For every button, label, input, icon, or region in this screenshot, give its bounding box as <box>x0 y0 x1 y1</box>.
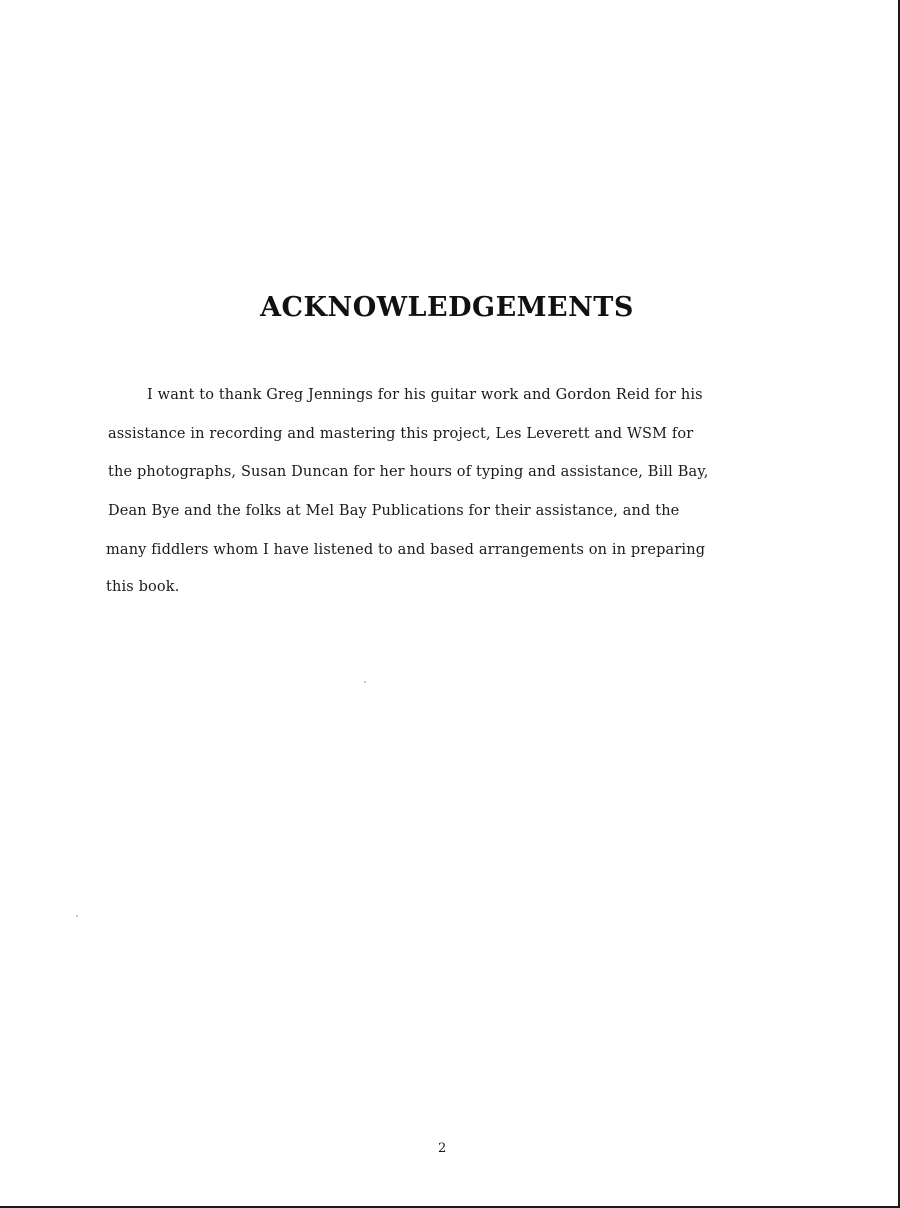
scan-speck <box>76 915 78 917</box>
paragraph-line: this book. <box>106 579 180 595</box>
scan-speck <box>364 681 366 683</box>
page-number: 2 <box>438 1141 447 1156</box>
paragraph-line: assistance in recording and mastering this project, Les Leverett and WSM for <box>108 426 694 442</box>
paragraph-line: Dean Bye and the folks at Mel Bay Publications for their assistance, and the <box>108 503 680 519</box>
page-title: ACKNOWLEDGEMENTS <box>260 292 634 323</box>
paragraph-line: the photographs, Susan Duncan for her hours of typing and assistance, Bill Bay, <box>108 464 709 480</box>
paragraph-line: I want to thank Greg Jennings for his guitar work and Gordon Reid for his <box>147 387 703 403</box>
paragraph-line: many fiddlers whom I have listened to and based arrangements on in preparing <box>106 542 706 558</box>
